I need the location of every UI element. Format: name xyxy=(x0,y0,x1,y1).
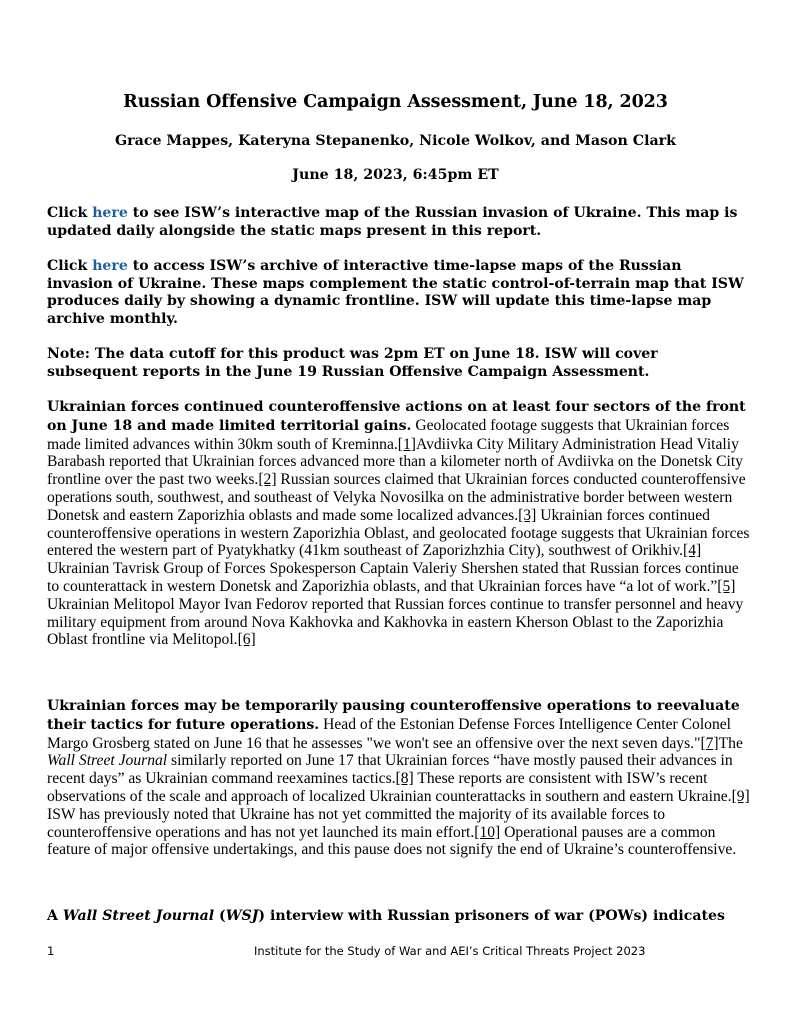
counteroffensive-paragraph xyxy=(47,398,752,649)
interactive-map-paragraph xyxy=(47,205,752,240)
document-date: June 18, 2023, 6:45pm ET xyxy=(292,167,499,183)
footnote-link[interactable]: [3] xyxy=(518,506,537,524)
publication-name: Wall Street Journal xyxy=(62,908,215,924)
page-number: 1 xyxy=(47,944,55,958)
text-span: Avdiivka City Military Administration Head Vitaliy Barabash reported that Ukrainian forces advanced more than a kilometer north of Avdiivka on the Donetsk City frontline over the past two weeks. xyxy=(47,435,744,489)
text-span: Russian sources claimed that Ukrainian forces conducted counteroffensive operations south, southwest, and southeast of Velyka Novosilka on the administrative border between western Donetsk and eastern Zaporizhia oblasts and made some localized advances. xyxy=(47,471,746,524)
footnote-link[interactable]: [7] xyxy=(700,734,719,752)
footnote-link[interactable]: [2] xyxy=(258,471,277,489)
interactive-map-link[interactable]: here xyxy=(92,205,128,221)
text-span: Operational pauses are a common feature of major offensive undertakings, and this pause does not signify the end of Ukraine’s counteroffensive. xyxy=(47,823,737,859)
timelapse-archive-link[interactable]: here xyxy=(92,258,128,274)
footnote-link[interactable]: [10] xyxy=(474,823,501,841)
text-span: ISW has previously noted that Ukraine has not yet committed the majority of its available forces to counteroffensive operations and has not yet launched its main effort. xyxy=(47,805,666,841)
text-span: Ukrainian Melitopol Mayor Ivan Fedorov reported that Russian forces continue to transfer personnel and heavy military equipment from around Nova Kakhovka and Kakhovka in eastern Kherson Oblast to the Zaporizhia Oblast frontline via Melitopol. xyxy=(47,595,744,649)
text-span: similarly reported on June 17 that Ukrainian forces “have mostly paused their advances in recent days” as Ukrainian command reexamines tactics. xyxy=(47,752,733,788)
text-span: ( xyxy=(214,908,226,924)
text-span: to see ISW’s interactive map of the Russian invasion of Ukraine. This map is updated daily alongside the static maps present in this report. xyxy=(47,205,738,239)
footer-text: Institute for the Study of War and AEI’s Critical Threats Project 2023 xyxy=(254,944,646,958)
footnote-link[interactable]: [8] xyxy=(395,770,414,788)
publication-abbreviation: WSJ xyxy=(225,908,259,924)
text-span: to access ISW’s archive of interactive time-lapse maps of the Russian invasion of Ukraine. These maps complement the static control-of-terrain map that ISW produces daily by showing a dynamic frontline. ISW will update this time-lapse map archive monthly. xyxy=(47,258,744,327)
paragraph-lead: Ukrainian forces may be temporarily pausing counteroffensive operations to reevaluate their tactics for future operations. xyxy=(47,698,740,733)
publication-name: Wall Street Journal xyxy=(47,752,168,770)
text-span: The xyxy=(718,734,743,752)
data-cutoff-note: Note: The data cutoff for this product was 2pm ET on June 18. ISW will cover subsequent reports in the June 19 Russian Offensive Campaign Assessment. xyxy=(47,346,658,380)
footnote-link[interactable]: [1] xyxy=(397,435,416,453)
text-span: ) interview with Russian prisoners of war (POWs) indicates xyxy=(258,908,725,924)
document-authors: Grace Mappes, Kateryna Stepanenko, Nicole Wolkov, and Mason Clark xyxy=(115,133,676,149)
text-span: A xyxy=(47,908,63,924)
text-span: Head of the Estonian Defense Forces Intelligence Center Colonel Margo Grosberg stated on June 16 that he assesses "we won't see an offensive over the next seven days." xyxy=(47,715,732,752)
wsj-pow-paragraph xyxy=(47,908,752,926)
footnote-link[interactable]: [9] xyxy=(731,787,750,805)
timelapse-archive-paragraph xyxy=(47,258,752,328)
text-span: Ukrainian forces continued counteroffensive operations in western Zaporizhia Oblast, and geolocated footage suggests that Ukrainian forces entered the western part of Pyatykhatky (41km southeast of Zaporizhzhia City), southwest of Orikhiv. xyxy=(47,506,750,560)
text-span: Click xyxy=(47,205,93,221)
footnote-link[interactable]: [5] xyxy=(717,577,736,595)
footnote-link[interactable]: [6] xyxy=(237,631,256,649)
footnote-link[interactable]: [4] xyxy=(683,542,702,560)
document-title: Russian Offensive Campaign Assessment, June 18, 2023 xyxy=(123,92,668,112)
text-span: Geolocated footage suggests that Ukrainian forces made limited advances within 30km south of Kreminna. xyxy=(47,416,730,453)
text-span: These reports are consistent with ISW’s recent observations of the scale and approach of localized Ukrainian counterattacks in southern and eastern Ukraine. xyxy=(47,770,732,805)
text-span: Ukrainian Tavrisk Group of Forces Spokesperson Captain Valeriy Shershen stated that Russian forces continue to counterattack in western Donetsk and Zaporizhia oblasts, and that Ukrainian forces have “a lot of work.” xyxy=(47,560,739,595)
text-span: Click xyxy=(47,258,93,274)
paragraph-lead: Ukrainian forces continued counteroffensive actions on at least four sectors of the front on June 18 and made limited territorial gains. xyxy=(47,399,746,434)
operational-pause-paragraph xyxy=(47,697,752,859)
